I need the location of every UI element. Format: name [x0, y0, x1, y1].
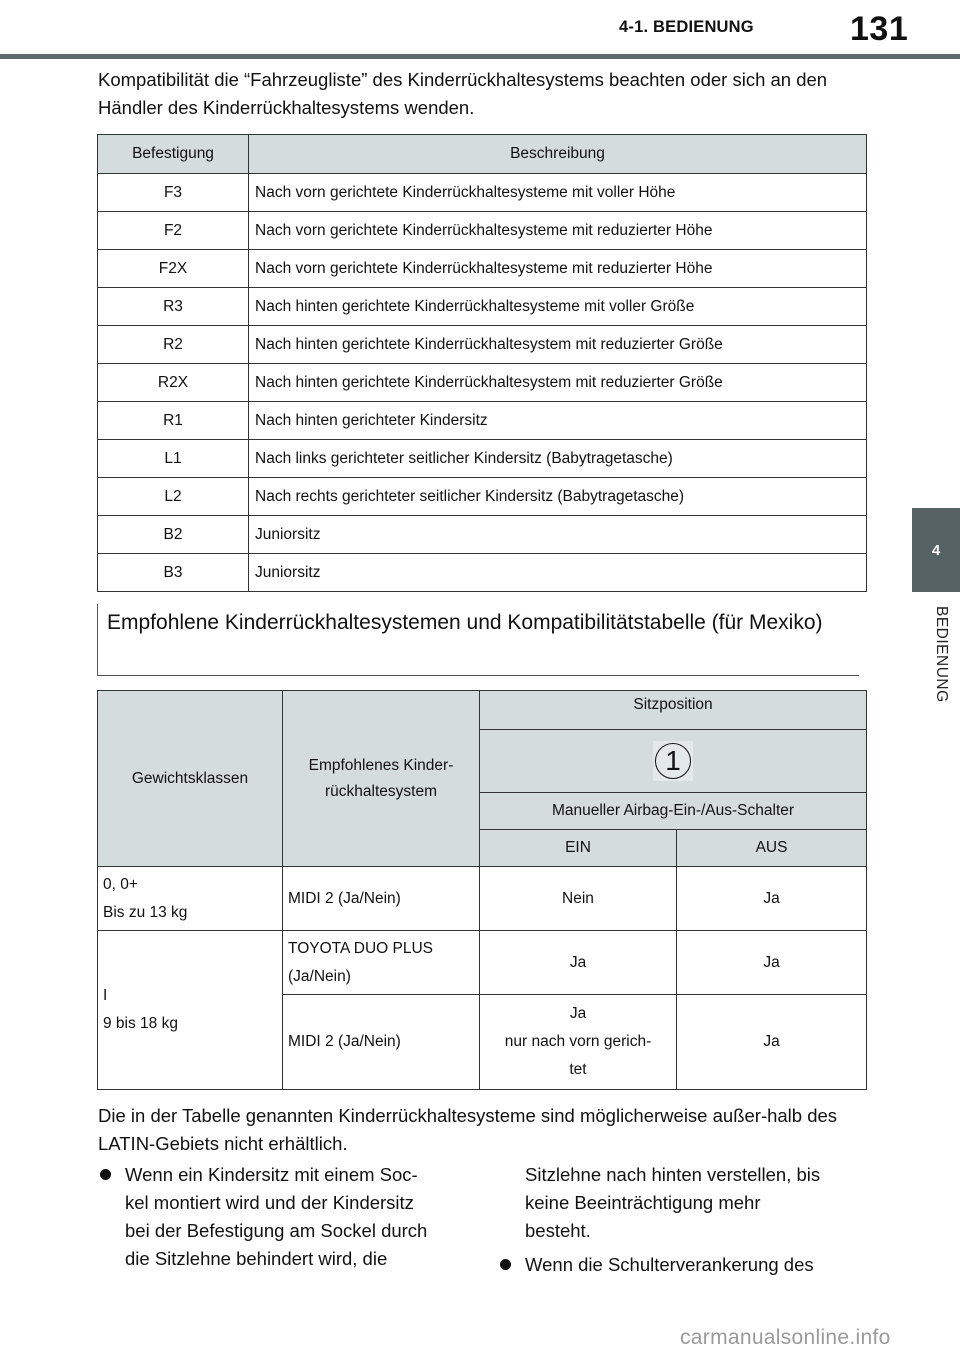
on-note-cont: tet	[569, 1061, 587, 1078]
system-cell	[283, 931, 480, 995]
fixation-desc: Nach vorn gerichtete Kinderrückhaltesysteme mit reduzierter Höhe	[249, 250, 867, 288]
bullet-continuation	[498, 1161, 868, 1245]
bullet-text-line: Sitzlehne nach hinten verstellen, bis	[525, 1164, 821, 1185]
compatibility-table	[97, 690, 867, 1090]
bullet-text-line: Wenn die Schulterverankerung des	[525, 1254, 814, 1275]
section-title: 4-1. BEDIENUNG	[619, 18, 754, 36]
fixation-desc: Nach hinten gerichtete Kinderrückhaltesystem mit reduzierter Größe	[249, 364, 867, 402]
off-cell: Ja	[677, 867, 867, 931]
intro-text: Kompatibilität die “Fahrzeugliste” des Kinderrückhaltesystems beachten oder sich an den Händler des Kinderrückhaltesystems wenden.	[98, 69, 828, 118]
header-rule	[0, 54, 960, 59]
bullet-text-line: keine Beeinträchtigung mehr	[525, 1192, 761, 1213]
fixation-desc: Nach links gerichteter seitlicher Kindersitz (Babytragetasche)	[249, 440, 867, 478]
weight-class-label: 0, 0+	[103, 875, 138, 893]
fixation-code: B2	[98, 516, 249, 554]
table-row	[98, 402, 867, 440]
fixation-desc: Nach rechts gerichteter seitlicher Kindersitz (Babytragetasche)	[249, 478, 867, 516]
chapter-number: 4	[931, 541, 941, 559]
fixation-code: R3	[98, 288, 249, 326]
fixation-desc: Nach hinten gerichteter Kindersitz	[249, 402, 867, 440]
header-off: AUS	[677, 830, 867, 867]
system-cell: MIDI 2 (Ja/Nein)	[283, 867, 480, 931]
header-row-1	[98, 691, 867, 730]
fixation-code: F2	[98, 212, 249, 250]
table-row	[98, 516, 867, 554]
on-note: nur nach vorn gerich-	[504, 1033, 652, 1050]
off-cell: Ja	[677, 995, 867, 1090]
system-cell: MIDI 2 (Ja/Nein)	[283, 995, 480, 1090]
bullet-icon	[500, 1259, 511, 1270]
table-row	[98, 212, 867, 250]
table-row	[98, 867, 867, 931]
fixation-code: L2	[98, 478, 249, 516]
weight-class-cell	[98, 931, 283, 1090]
fixation-desc: Nach hinten gerichtete Kinderrückhaltesystem mit reduzierter Größe	[249, 326, 867, 364]
bullet-text-line: kel montiert wird und der Kindersitz	[125, 1192, 414, 1213]
table-row	[98, 364, 867, 402]
fixation-desc: Juniorsitz	[249, 554, 867, 592]
fixation-desc: Nach vorn gerichtete Kinderrückhaltesysteme mit reduzierter Höhe	[249, 212, 867, 250]
header-recommended-system	[283, 691, 480, 867]
on-value: Ja	[569, 1005, 587, 1022]
system-note: (Ja/Nein)	[288, 967, 351, 985]
section-heading: Empfohlene Kinderrückhaltesystemen und Kompatibilitätstabelle (für Mexiko)	[97, 604, 859, 676]
bullet-icon	[100, 1169, 111, 1180]
table-row	[98, 931, 867, 995]
bullet-text-line: die Sitzlehne behindert wird, die	[125, 1248, 388, 1269]
off-cell: Ja	[677, 931, 867, 995]
bullet-text-line: Wenn ein Kindersitz mit einem Soc-	[125, 1164, 418, 1185]
position-1-icon	[653, 741, 693, 781]
on-cell	[480, 995, 677, 1090]
header-position-number	[480, 730, 867, 793]
fixation-code: R1	[98, 402, 249, 440]
fixation-code: F3	[98, 174, 249, 212]
bullet-item	[98, 1161, 468, 1273]
fixation-code: F2X	[98, 250, 249, 288]
fixation-code: R2	[98, 326, 249, 364]
position-number: 1	[655, 743, 691, 779]
header-fixation: Befestigung	[98, 135, 249, 174]
fixation-desc: Nach vorn gerichtete Kinderrückhaltesysteme mit voller Höhe	[249, 174, 867, 212]
weight-class-label: I	[103, 987, 108, 1004]
header-seat-position: Sitzposition	[480, 691, 867, 730]
table-row	[98, 288, 867, 326]
fixation-table	[97, 134, 867, 592]
system-name: TOYOTA DUO PLUS	[288, 939, 433, 957]
fixation-desc: Juniorsitz	[249, 516, 867, 554]
weight-range: Bis zu 13 kg	[103, 903, 188, 921]
bullet-text-line: besteht.	[525, 1220, 591, 1241]
chapter-tab	[912, 508, 960, 592]
fixation-code: L1	[98, 440, 249, 478]
table-row	[98, 250, 867, 288]
weight-range: 9 bis 18 kg	[103, 1015, 178, 1032]
right-column	[498, 1161, 868, 1279]
header-recommended-line1: Empfohlenes Kinder-	[308, 756, 454, 774]
page-number: 131	[850, 10, 909, 48]
on-cell: Ja	[480, 931, 677, 995]
table-row	[98, 478, 867, 516]
bullet-item	[498, 1251, 868, 1279]
weight-class-cell	[98, 867, 283, 931]
header-on: EIN	[480, 830, 677, 867]
availability-note: Die in der Tabelle genannten Kinderrückhaltesysteme sind möglicherweise außer-halb des LATIN-Gebiets nicht erhältlich.	[98, 1105, 838, 1154]
chapter-label: BEDIENUNG	[933, 606, 950, 703]
fixation-desc: Nach hinten gerichtete Kinderrückhaltesysteme mit voller Größe	[249, 288, 867, 326]
table-header-row	[98, 135, 867, 174]
header-recommended-line2: rückhaltesystem	[325, 782, 437, 800]
table-row	[98, 440, 867, 478]
header-weight-class: Gewichtsklassen	[98, 691, 283, 867]
fixation-code: R2X	[98, 364, 249, 402]
header-airbag-switch: Manueller Airbag-Ein-/Aus-Schalter	[480, 793, 867, 830]
table-row	[98, 326, 867, 364]
on-cell: Nein	[480, 867, 677, 931]
table-row	[98, 174, 867, 212]
header-description: Beschreibung	[249, 135, 867, 174]
left-column	[98, 1161, 468, 1273]
bullet-text-line: bei der Befestigung am Sockel durch	[125, 1220, 428, 1241]
watermark: carmanualsonline.info	[680, 1326, 891, 1349]
table-row	[98, 554, 867, 592]
fixation-code: B3	[98, 554, 249, 592]
